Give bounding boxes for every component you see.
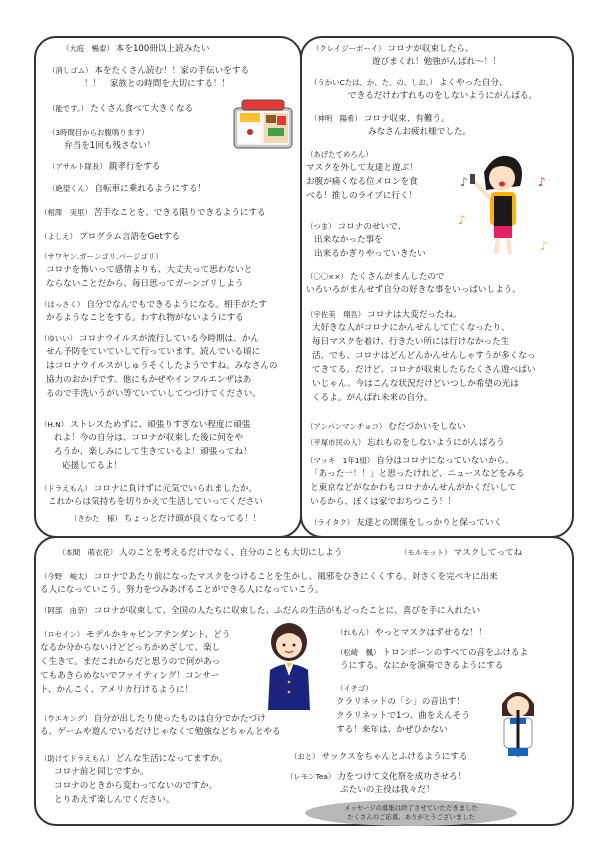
svg-text:♪: ♪ [540, 239, 548, 253]
message: る人になっていこう。努力をつみあげることができる人になっていこう。 [40, 585, 324, 595]
message: いるから、ぼくは家でおちつこう！！ [310, 497, 457, 507]
message: マスクを外して友達と遊ぶ！ [306, 163, 418, 173]
closing-note-line2: たくさんのご応募、ありがとうございました [347, 813, 475, 821]
message: （イチゴ） [336, 684, 373, 693]
message: と東京などがなかわもコロナかんせんがかくだいして [310, 483, 517, 493]
message: うにする。なにかを演奏できるようにする [340, 661, 504, 671]
message: せん予防をていていして行っています。読んでいる頃に [46, 347, 261, 357]
message: 毎日マスクを着け、行きたい所には行けなかった生 [312, 337, 510, 347]
message: クラリネットの「シ」の音出す！ [336, 697, 465, 707]
message: （阿部 由奈） コロナが収束して、全国の人たちに収束した、ふだんの生活がもどったことに、喜びを手に入れたい [40, 606, 481, 616]
message: （神明 陽希） コロナ収束、有難う。 [310, 114, 450, 124]
message: （モルモット） マスクしてってね [400, 548, 523, 558]
message: する！来年は、かぜひかない [336, 725, 448, 735]
message: （絶望くん） 自転車に乗れるようにする！ [48, 184, 207, 194]
message: 「あった一！！」と思ったけれど、ニュースなどをみる [310, 469, 525, 479]
message: （大庭 暢泰） 本を100冊以上読みたい [62, 44, 210, 54]
message: （平塚市民の人） 忘れものをしないようにがんばろう [306, 438, 505, 448]
message: コロナ前と同じですか。 [54, 767, 149, 777]
message: （ドラえもん） コロナに負けずに元気でいられましたか。 [40, 484, 258, 494]
message: みなさんお疲れ様でした。 [368, 127, 472, 137]
message: （〇〇××） たくさんがまんしたので [306, 272, 445, 282]
singing-girl-illustration [456, 146, 556, 256]
message: （3時間目からお腹鳴ります） [48, 128, 149, 137]
message: べる！推しのライブに行く！ [306, 191, 418, 201]
svg-text:♪: ♪ [538, 175, 546, 189]
message: これからは気持ちを切りかえて生活していってください [48, 497, 263, 507]
message: （はっさく） 自分でなんでもできるようになる。相手がたす [40, 300, 267, 310]
message: （おと） サックスをちゃんとふけるようにする [290, 752, 468, 762]
message: てもあきらめないでファイティング！コンサー [40, 671, 220, 681]
message: ろうか、楽しみにして生きているよ！頑張ってね！ [54, 447, 252, 457]
message: （うかいCたは、か、た、の、しお、） よくやった自分、 [310, 78, 508, 88]
message: （つま） コロナのせいで、 [306, 222, 407, 232]
message: （アンパンマンチョコ） むだづかいをしない [306, 422, 466, 432]
message: てきてる。だけど、コロナが収束したらたくさん遊べばい [312, 365, 536, 375]
message: （本間 萌衣花） 人のことを考えるだけでなく、自分のことも大切にしよう [58, 548, 343, 558]
message: （サワヤン.ガーンゴリ.パージゴリ） [40, 252, 163, 261]
message: クラリネットで1つ、曲をえんそう [336, 711, 470, 721]
message: （よしえ） プログラム言語をGetする [40, 232, 181, 242]
message: （今野 峻太） コロナであたり前になったマスクをつけることを生かし、風邪をひきにくくする。対さくを完ペキに出来 [40, 572, 498, 582]
message: （ウエキング） 自分が出したり使ったものは自分でかたづけ [40, 714, 266, 724]
message: かるようなことをする。わすれ物がないようにする [46, 313, 244, 323]
message: 弁当を1回も残さない！ [64, 141, 156, 151]
message: れよ！今の自分は、コロナが収束した後に何をや [54, 433, 244, 443]
message: 大好きな人がコロナにかんせんして亡くなったり、 [312, 323, 510, 333]
message: （れもん） やっとマスクはずせるな！！ [336, 628, 487, 638]
message: ！！ 家族との時間を大切にする！！ [84, 79, 231, 89]
message: （松崎 楓） トロンボーンのすべての音をふけるよ [336, 648, 529, 658]
message: る。ゲームや遊んでいるだけじゃなくて勉強などちゃんとやる [40, 727, 281, 737]
message: （あげたてめろん） [306, 150, 373, 159]
message: くるよ。がんばれ未来の自分。 [312, 393, 433, 403]
message: 遊びまくれ！勉強がんばれ〜！！ [372, 57, 501, 67]
message: （消しゴム） 本をたくさん読む！！家の手伝いをする [48, 66, 250, 76]
message: （さかた 様） ちょっとだけ頭が良くなってる！！ [70, 514, 262, 524]
message: 応援してるよ！ [62, 461, 123, 471]
message: （ロセイン） モデルかキャビンアテンダント、どう [40, 630, 231, 640]
message: （宇佐美 翔吾） コロナは大変だったね。 [306, 310, 462, 320]
svg-text:♪: ♪ [458, 213, 466, 227]
message: いじゃん。今はこんな状況だけどいつしか希望の光は [312, 379, 519, 389]
message: （レモンTea） 力をつけて文化祭を成功させろ！ [286, 772, 467, 782]
closing-note-line1: メッセージの募集は終了させていただきました [344, 804, 478, 812]
message: （マッキ 1年1組） 自分はコロナになっていないから、 [306, 456, 514, 466]
clarinet-girl-illustration [494, 682, 542, 762]
message: （助けてドラえもん） どんな生活になってますか。 [40, 754, 228, 764]
message: はコロナウイルスがしゅうそくしたようですね。みなさんの [46, 361, 278, 371]
message: く生きて。まだこれからだと思うので何があっ [40, 657, 221, 667]
message: 協力のおかげです。他にもかぜやインフルエンザはあ [46, 375, 252, 385]
closing-note [305, 800, 517, 826]
bento-box-illustration [232, 98, 294, 152]
message: コロナを怖いって感情よりも、大丈夫って思わないと [46, 265, 253, 275]
message: 出来なかった事を [314, 235, 383, 245]
message: 出来るかぎりやっていきたい [314, 249, 426, 259]
message: ト、かんこく、アメリカ行けるように！ [40, 685, 194, 695]
message: （H.N） ストレスためずに、頑張りすぎない程度に頑張 [40, 420, 251, 430]
message: コロナのときから変わってないのですか。 [54, 781, 218, 791]
message: とりあえず楽しんでください。 [54, 795, 175, 805]
message: ならないことだから、毎日思ってガーンゴリしよう [46, 279, 244, 289]
message: お腹が痛くなる位メロンを食 [306, 177, 418, 187]
message: 活。でも、コロナはどんどんかんせんしゃすうが多くなっ [312, 351, 536, 361]
message: （ゆいい） コロナウイルスが流行している今時期は、かん [40, 334, 259, 344]
message: るので手洗いうがい等ていていしてつづけてください。 [46, 389, 261, 399]
svg-text:♪: ♪ [460, 175, 468, 189]
message: （ライタク） 友達との関係をしっかりと保っていく [310, 518, 503, 528]
message: （能です。） たくさん食べて大きくなる [48, 104, 194, 114]
message: なるか分からないけどどっちかめざして、楽し [40, 643, 221, 653]
message: （アサルト隊長） 親孝行をする [48, 162, 161, 172]
message: ぷたいの主役は我々だ！ [340, 785, 435, 795]
cabin-attendant-illustration [258, 620, 320, 710]
message: （クレイジーボーイ） コロナが収束したら、 [312, 44, 474, 54]
message: いろいろがまんせず自分の好きな事をいっぱいしよう。 [306, 285, 521, 295]
message: できるだけわすれものをしないようにがんばる。 [348, 91, 538, 101]
message: （相澤 実里） 苦手なことを、できる限りできるようにする [40, 208, 266, 218]
